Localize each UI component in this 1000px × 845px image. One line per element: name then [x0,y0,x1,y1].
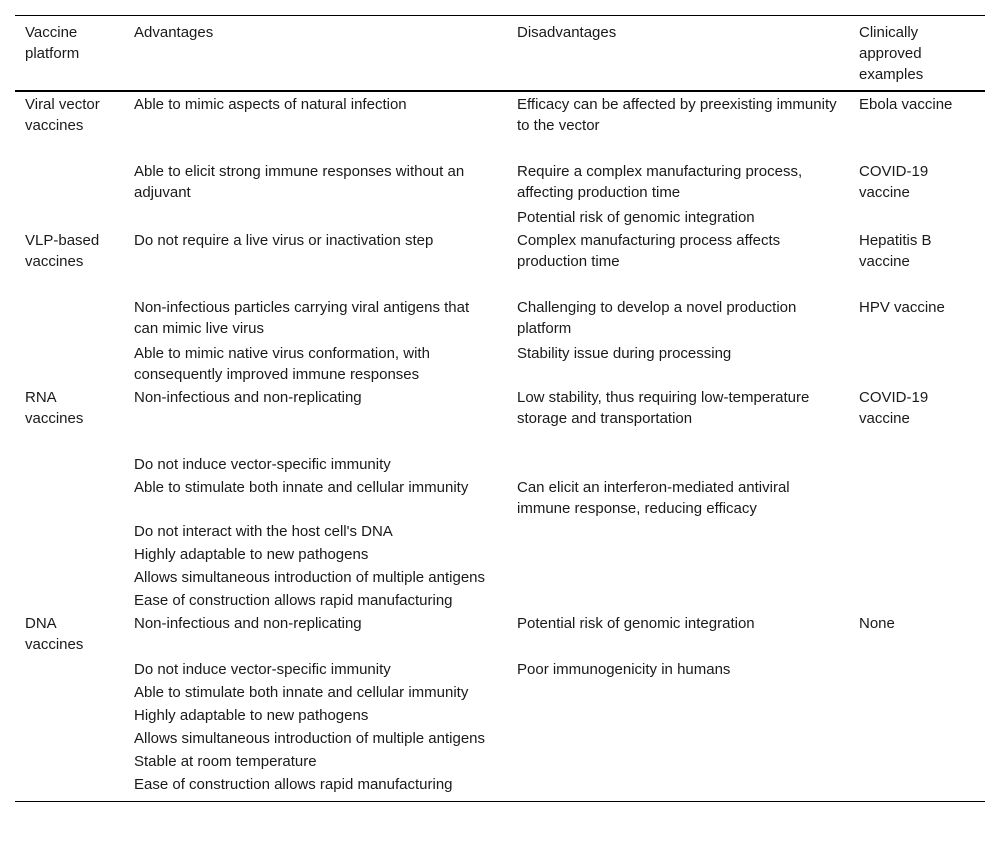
platform-cell: Viral vector vaccines [25,96,100,134]
example-cell [849,657,985,680]
disadvantage-cell: Potential risk of genomic integration [517,615,755,632]
table-row [15,703,985,726]
advantage-cell: Do not interact with the host cell's DNA [134,523,393,540]
disadvantage-cell: Efficacy can be affected by preexisting immunity to the vector [517,96,837,134]
table-row [15,657,985,680]
example-cell [849,452,985,475]
advantage-cell: Stable at room temperature [134,753,317,770]
table-row [15,91,985,159]
table-row [15,726,985,749]
example-cell [849,703,985,726]
vaccine-platform-table-container [15,15,985,802]
example-cell [849,519,985,542]
disadvantage-cell [507,703,849,726]
disadvantage-cell: Complex manufacturing process affects production time [517,232,781,270]
advantage-cell: Ease of construction allows rapid manufacturing [134,592,453,609]
vaccine-platform-table [15,15,985,802]
disadvantage-cell [507,565,849,588]
example-cell [849,542,985,565]
table-row [15,385,985,452]
header-approved-examples: Clinically approved examples [859,24,924,83]
example-cell [849,749,985,772]
example-cell: Ebola vaccine [859,96,953,113]
table-row [15,475,985,519]
table-row [15,205,985,228]
advantage-cell [124,205,507,228]
table-row [15,295,985,341]
disadvantage-cell [507,772,849,802]
advantage-cell: Able to mimic aspects of natural infection [134,96,407,113]
table-row [15,749,985,772]
table-row [15,772,985,802]
disadvantage-cell: Stability issue during processing [517,345,732,362]
header-vaccine-platform: Vaccine platform [25,24,80,62]
table-row [15,565,985,588]
disadvantage-cell [507,542,849,565]
example-cell [849,588,985,611]
advantage-cell: Able to elicit strong immune responses without an adjuvant [134,163,465,201]
disadvantage-cell: Can elicit an interferon-mediated antiviral immune response, reducing efficacy [517,479,790,517]
disadvantage-cell: Challenging to develop a novel production platform [517,299,797,337]
table-row [15,680,985,703]
table-row [15,519,985,542]
disadvantage-cell [507,726,849,749]
disadvantage-cell: Potential risk of genomic integration [517,209,755,226]
advantage-cell: Do not require a live virus or inactivation step [134,232,434,249]
example-cell: COVID-19 vaccine [859,389,929,427]
example-cell: HPV vaccine [859,299,945,316]
disadvantage-cell [507,452,849,475]
example-cell: None [859,615,895,632]
example-cell [849,205,985,228]
table-row [15,542,985,565]
advantage-cell: Non-infectious particles carrying viral antigens that can mimic live virus [134,299,470,337]
disadvantage-cell: Low stability, thus requiring low-temperature storage and transportation [517,389,810,427]
advantage-cell: Allows simultaneous introduction of multiple antigens [134,569,486,586]
advantage-cell: Do not induce vector-specific immunity [134,456,391,473]
disadvantage-cell: Poor immunogenicity in humans [517,661,731,678]
table-body [15,91,985,802]
example-cell [849,565,985,588]
platform-cell: VLP-based vaccines [25,232,100,270]
table-header [15,16,985,92]
example-cell [849,475,985,519]
table-row [15,341,985,385]
advantage-cell: Do not induce vector-specific immunity [134,661,391,678]
example-cell [849,341,985,385]
disadvantage-cell [507,680,849,703]
advantage-cell: Highly adaptable to new pathogens [134,707,369,724]
table-row [15,611,985,657]
disadvantage-cell [507,588,849,611]
table-row [15,452,985,475]
example-cell [849,772,985,802]
advantage-cell: Able to stimulate both innate and cellular immunity [134,479,469,496]
disadvantage-cell [507,519,849,542]
advantage-cell: Able to stimulate both innate and cellular immunity [134,684,469,701]
advantage-cell: Non-infectious and non-replicating [134,389,362,406]
advantage-cell: Allows simultaneous introduction of multiple antigens [134,730,486,747]
platform-cell: DNA vaccines [25,615,84,653]
advantage-cell: Able to mimic native virus conformation, with consequently improved immune responses [134,345,430,383]
example-cell [849,680,985,703]
table-row [15,588,985,611]
advantage-cell: Non-infectious and non-replicating [134,615,362,632]
example-cell: Hepatitis B vaccine [859,232,932,270]
advantage-cell: Ease of construction allows rapid manufacturing [134,776,453,793]
advantage-cell: Highly adaptable to new pathogens [134,546,369,563]
platform-cell: RNA vaccines [25,389,84,427]
table-row [15,228,985,295]
header-disadvantages: Disadvantages [517,24,617,41]
disadvantage-cell [507,749,849,772]
example-cell [849,726,985,749]
disadvantage-cell: Require a complex manufacturing process, affecting production time [517,163,803,201]
header-advantages: Advantages [134,24,214,41]
header-row [15,16,985,92]
table-row [15,159,985,205]
example-cell: COVID-19 vaccine [859,163,929,201]
